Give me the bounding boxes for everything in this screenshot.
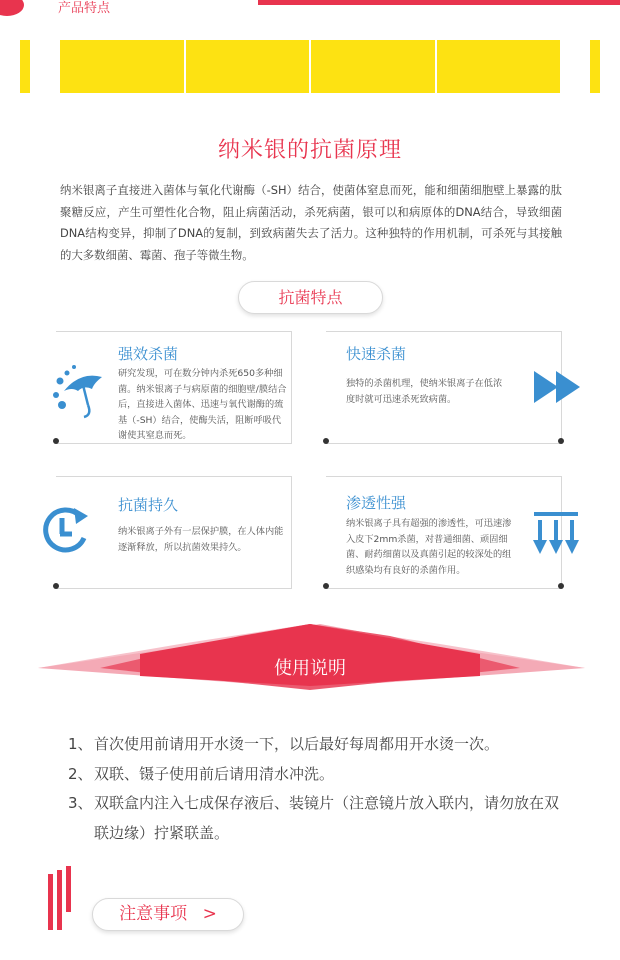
list-item [68, 730, 568, 760]
list-item-text: 双联、镊子使用前后请用清水冲洗。 [94, 764, 335, 783]
yellow-block [60, 40, 560, 93]
umbrella-icon [36, 361, 116, 431]
yellow-cell [437, 40, 561, 93]
usage-list [68, 730, 568, 848]
list-item [68, 760, 568, 790]
feature-text: 纳米银离子外有一层保护膜，在人体内能逐渐释放，所以抗菌效果持久。 [118, 526, 284, 553]
feature-text: 研究发现，可在数分钟内杀死650多种细菌。纳米银离子与病原菌的细胞壁/膜结合后，直接进入菌体、迅速与氧代谢酶的巯基（-SH）结合，使酶失活，阻断呼吸代谢使其窒息而死。 [118, 368, 287, 441]
card-top-line [326, 476, 561, 477]
card-top-line [326, 331, 561, 332]
yellow-block-right [590, 40, 600, 93]
feature-text: 纳米银离子具有超强的渗透性，可迅速渗入皮下2mm杀菌，对普通细菌、顽固细菌、耐药细菌以及真菌引起的较深处的组织感染均有良好的杀菌作用。 [346, 518, 512, 576]
principle-body: 纳米银离子直接进入菌体与氧化代谢酶（-SH）结合，使菌体窒息而死，能和细菌细胞壁上暴露的肽聚糖反应，产生可塑性化合物，阻止病菌活动，杀死病菌，银可以和病原体的DNA结合，导致细菌DNA结构变异，抑制了DNA的复制，到致病菌失去了活力。这种独特的作用机制，可杀死与其接触的大多数细菌、霉菌、孢子等微生物。 [60, 183, 562, 262]
yellow-cell [60, 40, 184, 93]
principle-title: 纳米银的抗菌原理 [217, 138, 402, 163]
feature-title: 强效杀菌 [118, 345, 179, 363]
card-corner-dot [53, 438, 59, 444]
feature-title: 抗菌持久 [118, 496, 179, 514]
feature-title: 渗透性强 [346, 494, 407, 512]
card-top-line [56, 331, 291, 332]
feature-card-long-lasting [56, 476, 292, 589]
card-corner-dot [558, 583, 564, 589]
brand-logo [0, 0, 24, 16]
clock-icon [36, 504, 92, 560]
feature-title: 快速杀菌 [346, 345, 407, 363]
usage-heading: 使用说明 [274, 658, 346, 679]
yellow-cell [186, 40, 310, 93]
feature-card-penetration [326, 476, 562, 589]
list-item-text: 双联盒内注入七成保存液后、装镜片（注意镜片放入联内，请勿放在双联边缘）拧紧联盖。 [94, 794, 560, 842]
feature-text: 独特的杀菌机理，使纳米银离子在低浓度时就可迅速杀死致病菌。 [346, 378, 503, 405]
list-item-number: 2、 [68, 764, 93, 783]
card-top-line [56, 476, 291, 477]
card-corner-dot [323, 438, 329, 444]
card-corner-dot [323, 583, 329, 589]
yellow-cell [311, 40, 435, 93]
list-item-number: 1、 [68, 735, 93, 753]
section-title-product-features: 产品特点 [58, 1, 111, 16]
feature-card-strong-kill [56, 331, 292, 444]
list-item [68, 789, 568, 848]
fast-forward-icon [534, 369, 584, 405]
card-corner-dot [558, 438, 564, 444]
arrows-down-icon [532, 510, 580, 558]
list-item-text: 首次使用前请用开水烫一下，以后最好每周都用开水烫一次。 [94, 735, 500, 753]
feature-card-fast-kill [326, 331, 562, 444]
features-heading: 抗菌特点 [238, 281, 383, 314]
card-corner-dot [53, 583, 59, 589]
header-accent-bar [258, 0, 620, 5]
precautions-button[interactable] [92, 898, 244, 931]
decorative-stripes [48, 866, 78, 930]
yellow-block-left [20, 40, 30, 93]
precautions-label: 注意事项 [119, 904, 188, 924]
list-item-number: 3、 [68, 794, 93, 812]
chevron-right-icon: > [202, 904, 217, 924]
